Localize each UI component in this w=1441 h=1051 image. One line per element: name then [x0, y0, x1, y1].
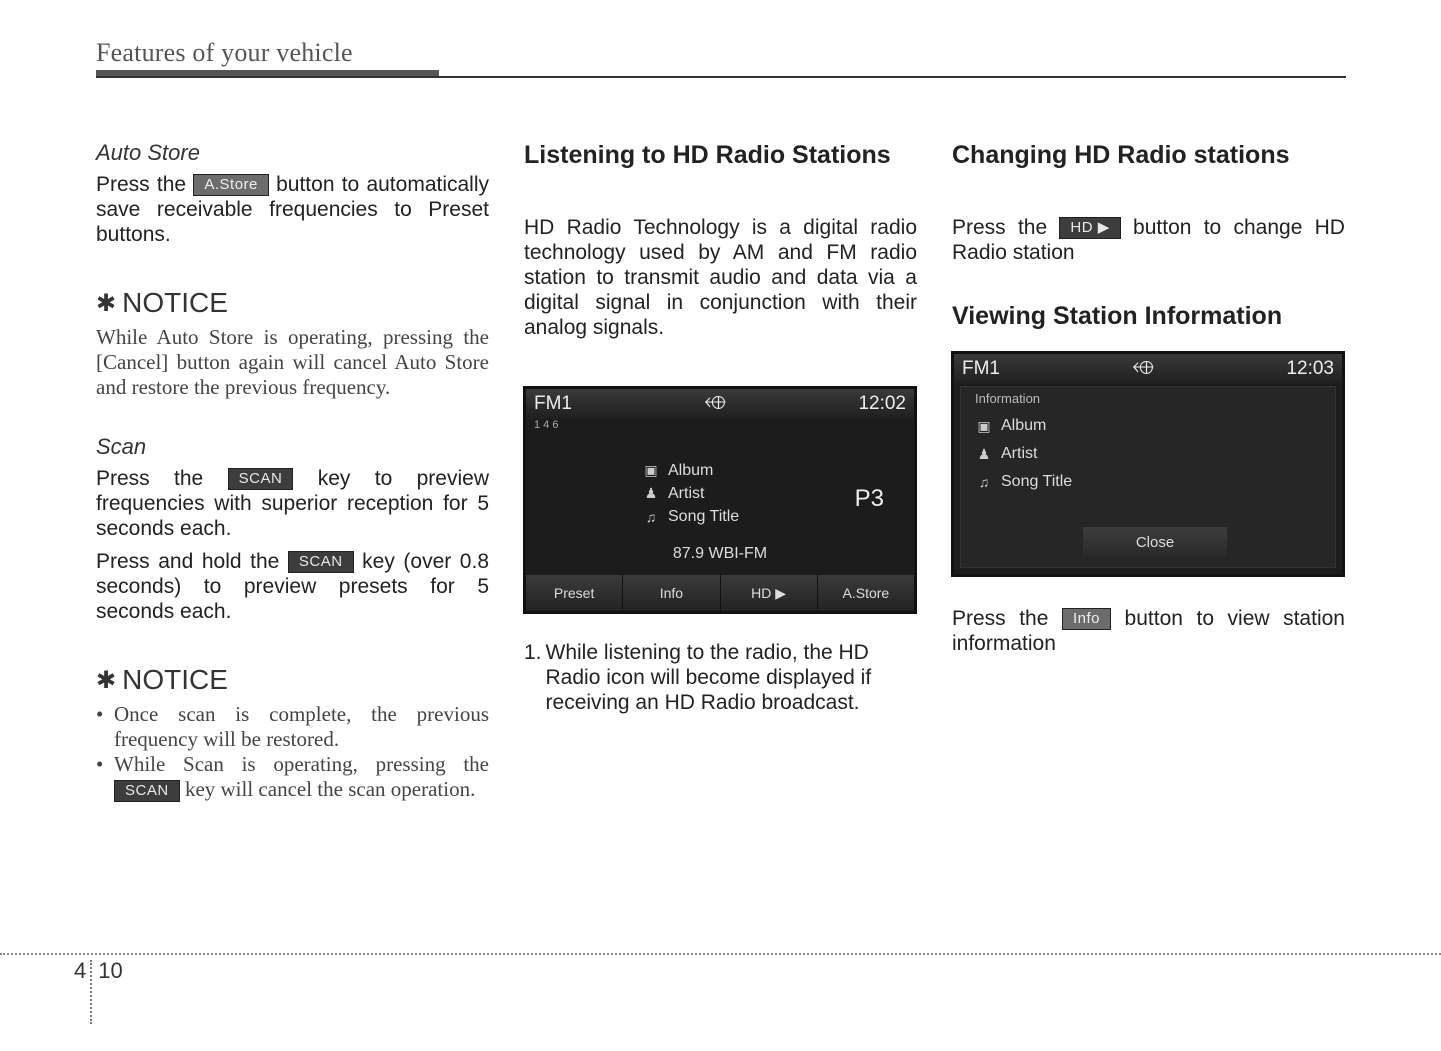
scan-key-chip: SCAN — [288, 551, 354, 573]
footer-rule — [0, 953, 1441, 955]
clock: 12:03 — [1286, 358, 1334, 379]
page-number-value: 10 — [98, 958, 123, 983]
notice-heading — [96, 664, 489, 696]
metadata-list — [642, 459, 739, 528]
changing-stations-text — [952, 215, 1345, 265]
screen-body — [526, 419, 914, 575]
artist-label: Artist — [1001, 445, 1038, 462]
usb-icon: ⬲ — [704, 393, 726, 414]
auto-store-text — [96, 172, 489, 247]
notice-text: While Auto Store is operating, pressing the [Cancel] button again will cancel Auto Store and restore the previous frequency. — [96, 325, 489, 399]
chapter-number: 4 — [74, 958, 87, 983]
artist-icon: ♟ — [977, 445, 991, 462]
album-label: Album — [1001, 417, 1047, 434]
song-row — [642, 505, 739, 528]
music-note-icon: ♫ — [978, 474, 990, 490]
album-row — [975, 412, 1335, 440]
bullet-mark: • — [96, 752, 104, 776]
scan-text-1-before: Press the — [96, 467, 204, 490]
metadata-list — [961, 412, 1335, 496]
section-title: Features of your vehicle — [96, 38, 353, 67]
changing-stations-heading: Changing HD Radio stations — [952, 141, 1290, 169]
softkey-bar — [526, 575, 914, 611]
hd-radio-note — [524, 640, 917, 715]
screen-status-bar — [954, 354, 1342, 384]
screen-status-bar — [526, 389, 914, 419]
info-instruction-text — [952, 606, 1345, 656]
info-softkey[interactable]: Info — [623, 575, 720, 611]
band-label: FM1 — [534, 393, 572, 414]
hd-radio-intro: HD Radio Technology is a digital radio technology used by AM and FM radio station to transmit audio and data via a digital signal in conjunction with their analog signals. — [524, 216, 917, 339]
album-icon: ▣ — [977, 417, 991, 434]
band-label: FM1 — [962, 358, 1000, 379]
album-label: Album — [668, 461, 714, 479]
artist-row — [642, 482, 739, 505]
notice-bullet — [96, 752, 489, 802]
astore-softkey[interactable]: A.Store — [842, 585, 890, 601]
album-row — [642, 459, 739, 482]
notice-title: NOTICE — [122, 287, 228, 318]
scan-text-2-after: key (over 0.8 seconds) to preview presets for 5 seconds each. — [96, 550, 490, 623]
music-note-icon: ♫ — [645, 508, 657, 525]
page-number — [74, 958, 123, 1024]
info-text-after: button to view station information — [952, 607, 1345, 655]
signal-indicator: 1 4 6 — [534, 419, 559, 431]
note-text: While listening to the radio, the HD Radio icon will become displayed if receiving an HD Radio broadcast. — [545, 641, 872, 714]
hd-radio-heading: Listening to HD Radio Stations — [524, 141, 891, 169]
notice-scan — [96, 664, 489, 802]
astore-button-chip: A.Store — [193, 174, 269, 196]
hd-softkey[interactable]: HD ▶ — [721, 575, 818, 611]
info-text-before: Press the — [952, 607, 1049, 630]
auto-store-heading: Auto Store — [96, 140, 200, 165]
header-rule — [96, 76, 1346, 78]
scan-text-2 — [96, 549, 489, 624]
scan-key-chip: SCAN — [228, 468, 294, 490]
scan-text-1 — [96, 466, 489, 541]
auto-store-text-before: Press the — [96, 173, 187, 196]
auto-store-text-after: button to automatically save receivable frequencies to Preset buttons. — [96, 173, 490, 246]
notice-bullet-text-before: While Scan is operating, pressing the — [114, 752, 489, 776]
song-label: Song Title — [668, 507, 740, 525]
album-icon: ▣ — [644, 462, 658, 478]
note-number: 1. — [524, 641, 542, 664]
scan-heading: Scan — [96, 434, 147, 459]
artist-row — [975, 440, 1335, 468]
info-panel-title: Information — [975, 391, 1041, 406]
notice-bullet-text-after: key will cancel the scan operation. — [184, 777, 476, 801]
column-middle — [524, 140, 917, 340]
notice-bullet-text — [114, 752, 489, 802]
usb-icon: ⬲ — [1132, 358, 1154, 379]
column-left — [96, 140, 489, 802]
radio-screen — [523, 386, 917, 614]
changing-text-before: Press the — [952, 216, 1048, 239]
auto-store-section — [96, 140, 489, 247]
preset-number: P3 — [854, 485, 884, 512]
notice-title: NOTICE — [122, 664, 228, 695]
page-number-separator — [90, 960, 92, 1024]
notice-star-icon: ✱ — [96, 666, 117, 694]
bullet-mark: • — [96, 702, 104, 726]
scan-text-2-before: Press and hold the — [96, 550, 280, 573]
info-button-chip: Info — [1062, 608, 1111, 630]
preset-softkey[interactable]: Preset — [526, 575, 623, 611]
song-row — [975, 468, 1335, 496]
viewing-info-heading: Viewing Station Information — [952, 302, 1283, 330]
notice-bullet-text: Once scan is complete, the previous frequency will be restored. — [114, 702, 489, 751]
screen-body — [954, 384, 1342, 574]
note-item — [524, 640, 917, 715]
info-screen — [951, 351, 1345, 577]
hd-button-chip: HD ▶ — [1059, 217, 1120, 239]
scan-text-1-after: key to preview frequencies with superior reception for 5 seconds each. — [96, 467, 489, 540]
scan-section — [96, 434, 489, 624]
notice-auto-store — [96, 287, 489, 400]
song-label: Song Title — [1001, 473, 1073, 490]
notice-star-icon: ✱ — [96, 289, 117, 317]
notice-heading — [96, 287, 489, 319]
close-button[interactable]: Close — [1083, 527, 1227, 557]
info-panel — [960, 386, 1336, 568]
artist-icon: ♟ — [644, 485, 658, 501]
changing-text-after: button to change HD Radio station — [952, 216, 1345, 264]
info-instruction — [952, 606, 1345, 656]
clock: 12:02 — [858, 393, 906, 414]
scan-key-chip: SCAN — [114, 780, 180, 802]
notice-bullet — [96, 702, 489, 752]
station-name: 87.9 WBI-FM — [672, 545, 768, 562]
artist-label: Artist — [668, 484, 705, 502]
column-right — [952, 140, 1345, 330]
